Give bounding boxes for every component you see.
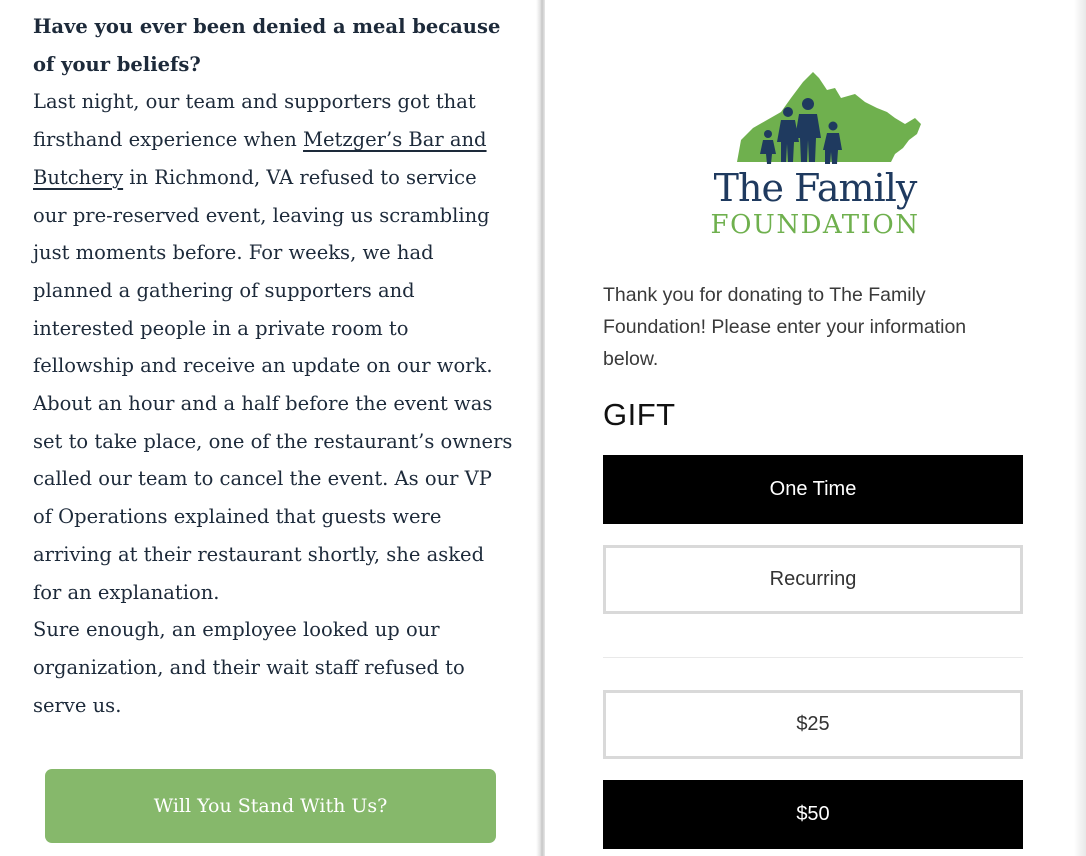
logo-title: The Family — [713, 166, 917, 210]
article-body — [33, 8, 513, 724]
article-heading: Have you ever been denied a meal because of your beliefs? — [33, 15, 501, 76]
family-foundation-logo — [695, 68, 935, 243]
article-text: Last night, our team and supporters got that firsthand experience when — [33, 90, 476, 152]
virginia-map-family-icon — [695, 68, 935, 168]
amount-50-button[interactable]: $50 — [603, 780, 1023, 849]
logo-subtitle: FOUNDATION — [710, 210, 920, 240]
donation-intro-text: Thank you for donating to The Family Foundation! Please enter your information below. — [603, 284, 967, 370]
one-time-option-button[interactable]: One Time — [603, 455, 1023, 524]
donation-panel — [545, 0, 1086, 856]
article-paragraph-2: Sure enough, an employee looked up our organization, and their wait staff refused to serve us. — [33, 618, 465, 717]
article-paragraph-1 — [33, 83, 513, 611]
gift-heading: GIFT — [603, 397, 676, 432]
scrollbar-edge — [1074, 0, 1086, 856]
article-text: in Richmond, VA refused to service our pre-reserved event, leaving us scrambling just moments before. For weeks, we had planned a gathering of supporters and interested people in a private room to fellowship and receive an update on our work. About an hour and a half before the event was set to take place, one of the restaurant’s owners called our team to cancel the event. As our VP of Operations explained that guests were arriving at their restaurant shortly, she asked for an explanation. — [33, 165, 513, 604]
section-divider — [603, 657, 1023, 658]
restaurant-link[interactable]: Metzger’s Bar and Butchery — [33, 128, 487, 189]
amount-25-button[interactable]: $25 — [603, 690, 1023, 759]
article-panel — [0, 0, 540, 856]
recurring-option-button[interactable]: Recurring — [603, 545, 1023, 614]
stand-with-us-button[interactable]: Will You Stand With Us? — [45, 769, 496, 843]
